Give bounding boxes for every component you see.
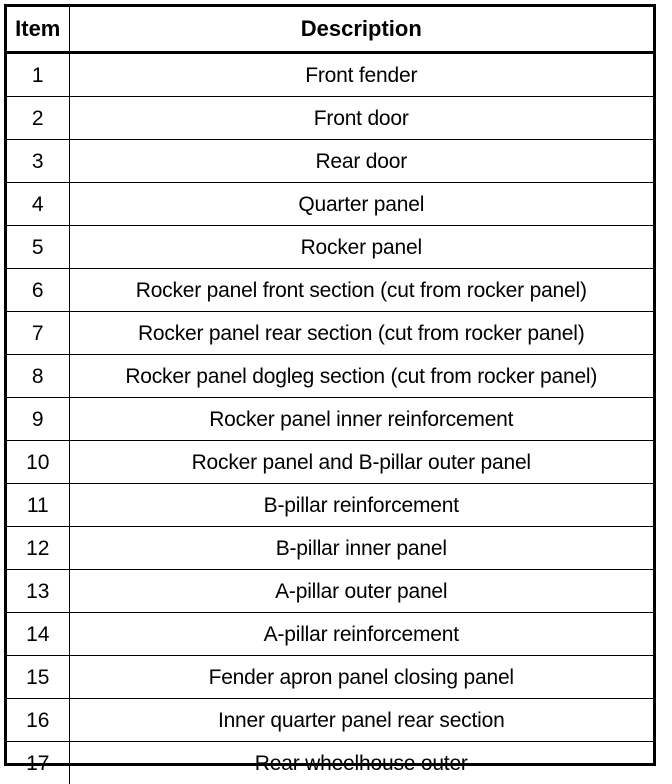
item-description: Front door [69,97,653,140]
item-description: Rocker panel dogleg section (cut from rocker panel) [69,355,653,398]
item-description: Rocker panel [69,226,653,269]
header-row [7,7,653,53]
item-description: Rocker panel and B-pillar outer panel [69,441,653,484]
item-description: Rear wheelhouse outer [69,742,653,784]
item-number: 12 [7,527,69,570]
item-number: 9 [7,398,69,441]
table-row [7,226,653,269]
table-row [7,527,653,570]
table-row [7,699,653,742]
item-number: 1 [7,53,69,97]
table-body [7,53,653,784]
item-description: A-pillar outer panel [69,570,653,613]
table-row [7,398,653,441]
item-description: B-pillar reinforcement [69,484,653,527]
parts-table [7,7,653,784]
table-row [7,269,653,312]
table-row [7,441,653,484]
table-row [7,613,653,656]
item-description: A-pillar reinforcement [69,613,653,656]
item-description: Quarter panel [69,183,653,226]
item-description: Rocker panel rear section (cut from rocker panel) [69,312,653,355]
item-description: Rocker panel inner reinforcement [69,398,653,441]
table-row [7,140,653,183]
table-row [7,570,653,613]
table-row [7,97,653,140]
table-row [7,312,653,355]
item-number: 5 [7,226,69,269]
header-item: Item [7,7,69,53]
item-description: Rear door [69,140,653,183]
table-row [7,53,653,97]
item-number: 15 [7,656,69,699]
table-row [7,656,653,699]
item-number: 4 [7,183,69,226]
item-number: 10 [7,441,69,484]
table-row [7,484,653,527]
item-number: 7 [7,312,69,355]
table-row [7,355,653,398]
item-number: 3 [7,140,69,183]
item-number: 11 [7,484,69,527]
item-description: Inner quarter panel rear section [69,699,653,742]
header-description: Description [69,7,653,53]
item-number: 17 [7,742,69,784]
item-description: Rocker panel front section (cut from rocker panel) [69,269,653,312]
item-description: B-pillar inner panel [69,527,653,570]
table-row [7,183,653,226]
table-row [7,742,653,784]
item-number: 8 [7,355,69,398]
item-number: 13 [7,570,69,613]
parts-table-frame [4,4,656,766]
item-number: 16 [7,699,69,742]
item-description: Front fender [69,53,653,97]
item-number: 2 [7,97,69,140]
item-description: Fender apron panel closing panel [69,656,653,699]
item-number: 14 [7,613,69,656]
item-number: 6 [7,269,69,312]
